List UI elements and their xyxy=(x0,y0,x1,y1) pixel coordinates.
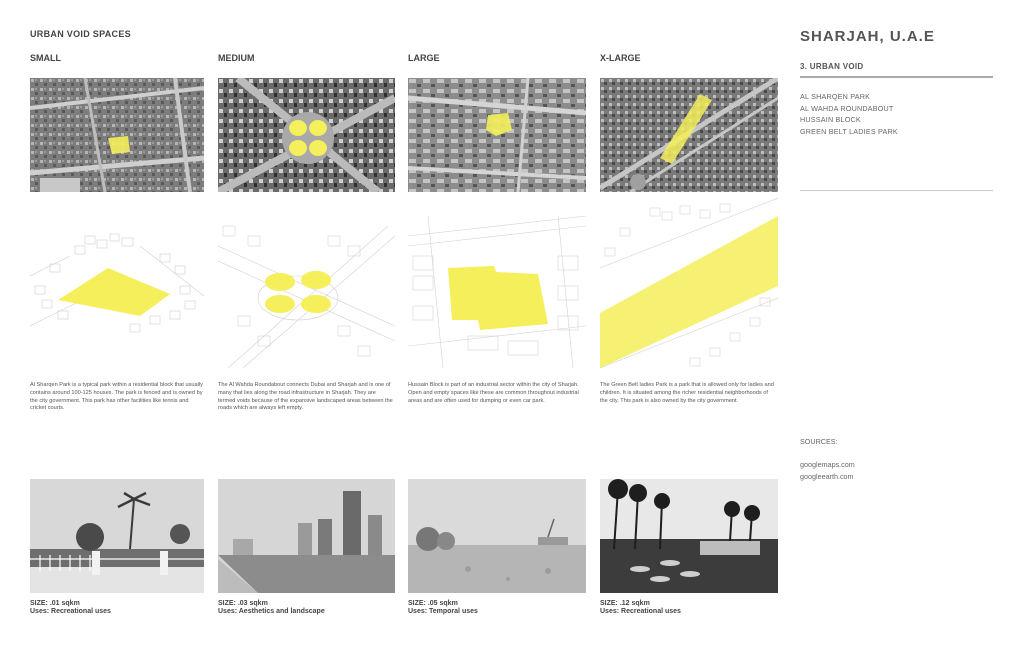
sidebar-divider xyxy=(800,190,993,191)
source-item: googlemaps.com xyxy=(800,460,855,469)
site-item: AL SHARQEN PARK xyxy=(800,92,871,101)
column-title-large: LARGE xyxy=(408,53,440,63)
aerial-map-large xyxy=(408,78,586,192)
axonometric-large xyxy=(408,216,586,368)
size-label-medium xyxy=(218,600,325,615)
uses-value: Uses: Recreational uses xyxy=(30,607,111,615)
sidebar-subtitle: 3. URBAN VOID xyxy=(800,62,864,71)
uses-value: Uses: Aesthetics and landscape xyxy=(218,607,325,615)
uses-value: Uses: Temporal uses xyxy=(408,607,478,615)
sidebar-title: SHARJAH, U.A.E xyxy=(800,28,935,45)
size-label-x-large xyxy=(600,600,681,615)
column-title-medium: MEDIUM xyxy=(218,53,255,63)
site-item: HUSSAIN BLOCK xyxy=(800,115,861,124)
size-value: SIZE: .12 sqkm xyxy=(600,600,650,607)
site-item: AL WAHDA ROUNDABOUT xyxy=(800,103,894,113)
size-label-small xyxy=(30,600,111,615)
sidebar-divider-thick xyxy=(800,76,993,78)
photo-medium xyxy=(218,479,395,593)
size-value: SIZE: .05 sqkm xyxy=(408,600,458,607)
axonometric-x-large xyxy=(600,198,778,368)
sources-label: SOURCES: xyxy=(800,437,838,446)
aerial-map-medium xyxy=(218,78,395,192)
description-small: Al Sharqen Park is a typical park within a residential block that usually contains around 100-125 houses. The park is fenced and is owned by the city government. This park has other facilities like tennis and cricket courts. xyxy=(30,382,203,412)
site-list xyxy=(800,91,898,137)
description-medium: The Al Wahda Roundabout connects Dubai and Sharjah and is one of many that lies along the road infrastructure in Sharjah. They are termed voids because of the expansive landscaped areas between the roads which are always left empty. xyxy=(218,382,393,412)
section-title: URBAN VOID SPACES xyxy=(30,29,131,39)
photo-large xyxy=(408,479,586,593)
source-item: googleearth.com xyxy=(800,471,854,481)
axonometric-small xyxy=(30,216,204,368)
axonometric-medium xyxy=(218,216,395,368)
size-value: SIZE: .01 sqkm xyxy=(30,600,80,607)
size-label-large xyxy=(408,600,478,615)
aerial-map-x-large xyxy=(600,78,778,192)
site-item: GREEN BELT LADIES PARK xyxy=(800,126,898,136)
column-title-x-large: X-LARGE xyxy=(600,53,641,63)
photo-x-large xyxy=(600,479,778,593)
photo-small xyxy=(30,479,204,593)
column-title-small: SMALL xyxy=(30,53,61,63)
sources-list xyxy=(800,459,855,482)
description-large: Hussain Block is part of an industrial sector within the city of Sharjah. Open and empty spaces like these are common throughout industrial areas and are often used for dumping or even car park. xyxy=(408,382,579,404)
size-value: SIZE: .03 sqkm xyxy=(218,600,268,607)
description-x-large: The Green Belt ladies Park is a park that is allowed only for ladies and children. It is situated among the richer residential neighborhoods of the city. This park is also owned by the city government. xyxy=(600,382,774,404)
uses-value: Uses: Recreational uses xyxy=(600,607,681,615)
aerial-map-small xyxy=(30,78,204,192)
